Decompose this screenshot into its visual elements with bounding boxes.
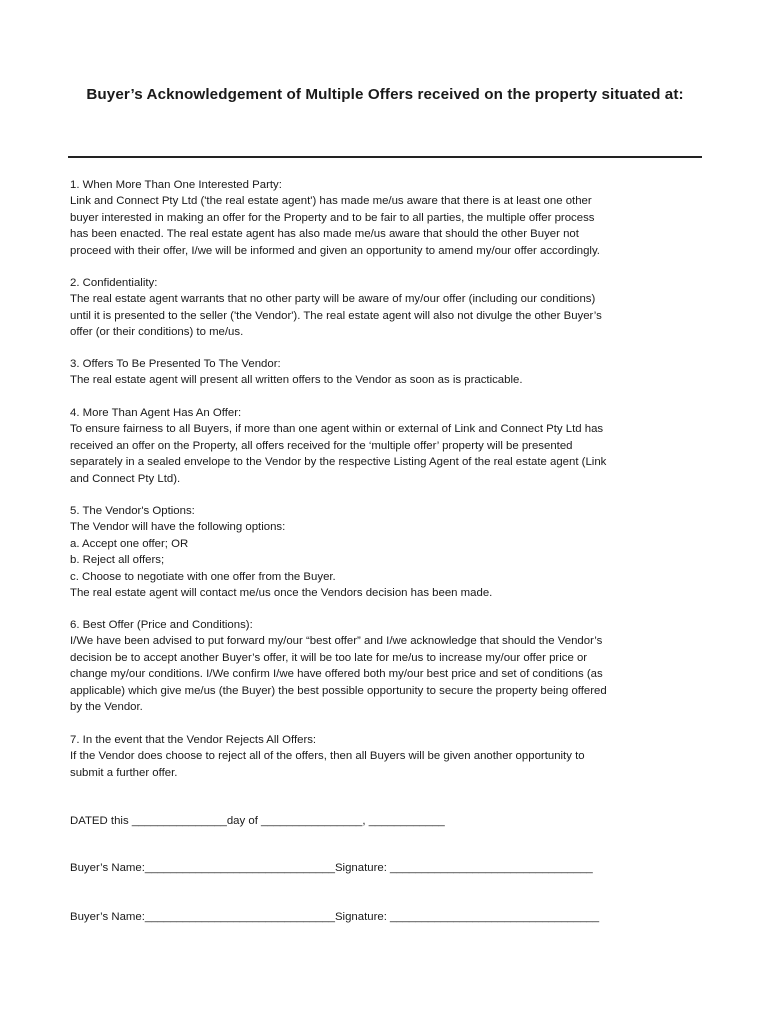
paragraph-line: offer (or their conditions) to me/us. xyxy=(70,326,244,339)
section-heading: 3. Offers To Be Presented To The Vendor: xyxy=(70,358,281,370)
section-vendor-options xyxy=(70,503,710,601)
paragraph-line: and Connect Pty Ltd). xyxy=(70,472,181,485)
buyer-name-signature-field-1[interactable]: Buyer’s Name:______________________________Signature: ________________________________ xyxy=(70,862,593,874)
paragraph-line: by the Vendor. xyxy=(70,701,143,714)
section-vendor-rejects xyxy=(70,732,710,781)
section-heading: 4. More Than Agent Has An Offer: xyxy=(70,407,242,419)
paragraph-line: change my/our conditions. I/We confirm I/we have offered both my/our best price and set of conditions (as xyxy=(70,668,603,681)
paragraph-line: separately in a sealed envelope to the Vendor by the respective Listing Agent of the real estate agent (Link xyxy=(70,456,607,469)
document-title: Buyer’s Acknowledgement of Multiple Offers received on the property situated at: xyxy=(86,86,684,103)
buyer-name-signature-field-2[interactable]: Buyer’s Name:______________________________Signature: _________________________________ xyxy=(70,911,600,923)
list-item: c. Choose to negotiate with one offer from the Buyer. xyxy=(70,570,336,583)
paragraph-line: I/We have been advised to put forward my/our “best offer” and I/we acknowledge that should the Vendor’s xyxy=(70,635,603,648)
paragraph-line: The real estate agent will contact me/us once the Vendors decision has been made. xyxy=(70,587,493,600)
paragraph-line: If the Vendor does choose to reject all of the offers, then all Buyers will be given another opportunity to xyxy=(70,750,585,763)
section-more-than-agent xyxy=(70,405,710,487)
section-heading: 1. When More Than One Interested Party: xyxy=(70,179,282,191)
paragraph-line: decision be to accept another Buyer’s offer, it will be too late for me/us to increase my/our offer price or xyxy=(70,651,588,664)
paragraph-line: The real estate agent will present all written offers to the Vendor as soon as is practicable. xyxy=(70,374,523,387)
section-heading: 7. In the event that the Vendor Rejects All Offers: xyxy=(70,734,317,746)
paragraph-line: received an offer on the Property, all offers received for the ‘multiple offer’ property will be presented xyxy=(70,439,573,452)
section-confidentiality xyxy=(70,275,710,341)
paragraph-line: The real estate agent warrants that no other party will be aware of my/our offer (including our conditions) xyxy=(70,293,596,306)
list-item: a. Accept one offer; OR xyxy=(70,537,189,550)
paragraph-line: The Vendor will have the following options: xyxy=(70,521,286,534)
section-heading: 6. Best Offer (Price and Conditions): xyxy=(70,619,253,631)
paragraph-line: buyer interested in making an offer for the Property and to be fair to all parties, the multiple offer process xyxy=(70,211,595,224)
section-multiple-interested-parties xyxy=(70,177,710,259)
paragraph-line: until it is presented to the seller ('the Vendor'). The real estate agent will also not divulge the other Buyer’s xyxy=(70,309,602,322)
section-best-offer xyxy=(70,617,710,715)
paragraph-line: Link and Connect Pty Ltd ('the real estate agent') has made me/us aware that there is at least one other xyxy=(70,195,592,208)
section-offers-presented xyxy=(70,356,710,389)
section-heading: 2. Confidentiality: xyxy=(70,277,158,289)
section-heading: 5. The Vendor's Options: xyxy=(70,505,195,517)
property-address-line xyxy=(68,156,702,158)
paragraph-line: submit a further offer. xyxy=(70,766,178,779)
list-item: b. Reject all offers; xyxy=(70,554,165,567)
paragraph-line: proceed with their offer, I/we will be informed and given an opportunity to amend my/our offer accordingly. xyxy=(70,244,600,257)
paragraph-line: applicable) which give me/us (the Buyer) the best possible opportunity to secure the property being offered xyxy=(70,684,607,697)
dated-field[interactable]: DATED this _______________day of ________________, ____________ xyxy=(70,815,445,827)
paragraph-line: To ensure fairness to all Buyers, if more than one agent within or external of Link and Connect Pty Ltd has xyxy=(70,423,604,436)
paragraph-line: has been enacted. The real estate agent has also made me/us aware that should the other Buyer not xyxy=(70,228,579,241)
